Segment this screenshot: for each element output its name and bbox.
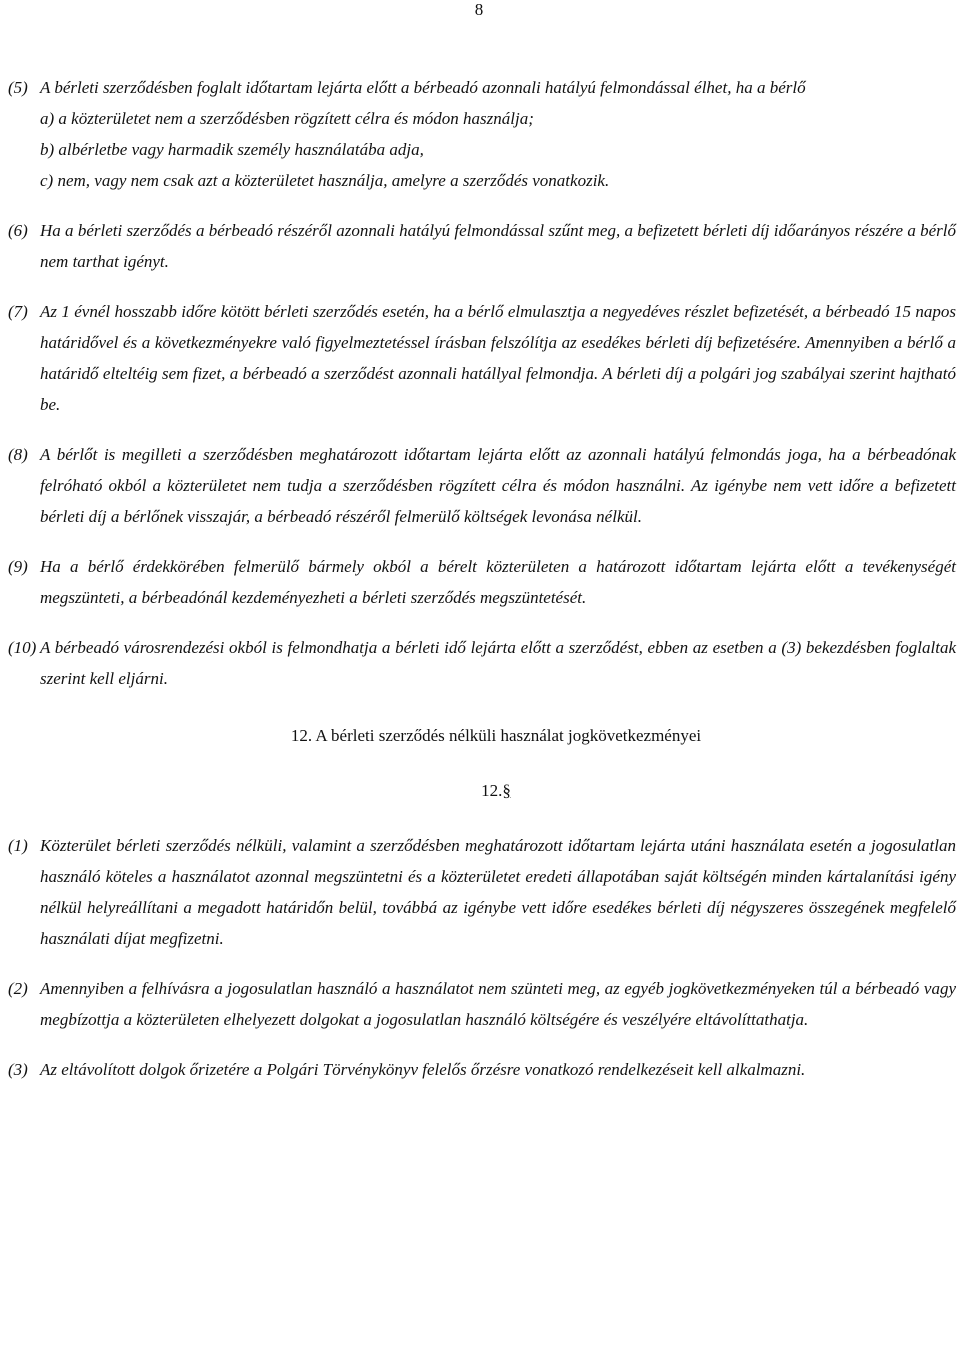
paragraph-number: (3): [8, 1060, 28, 1079]
paragraph-text: A bérleti szerződésben foglalt időtartam lejárta előtt a bérbeadó azonnali hatályú felmondással élhet, ha a bérlő: [40, 78, 806, 97]
section-symbol: §: [502, 781, 511, 800]
paragraph-8: [8, 439, 956, 532]
paragraph-number: (1): [8, 836, 28, 855]
chapter-heading: 12. A bérleti szerződés nélküli használat jogkövetkezményei: [290, 726, 702, 745]
list-item: c) nem, vagy nem csak azt a közterületet használja, amelyre a szerződés vonatkozik.: [40, 171, 610, 190]
list-item: b) albérletbe vagy harmadik személy használatába adja,: [40, 140, 424, 159]
paragraph-text: Az 1 évnél hosszabb időre kötött bérleti szerződés esetén, ha a bérlő elmulasztja a negyedéves részlet befizetését, a bérbeadó 15 napos határidővel és a következményekre való figyelmeztetéssel írásban felszólítja az esedékes bérleti díj befizetésére. Amennyiben a bérlő a határidő elteltéig sem fizet, a bérbeadó a szerződést azonnali hatállyal felmondja. A bérleti díj a polgári jog szabályai szerint hajtható be.: [40, 302, 956, 414]
paragraph-number: (7): [8, 302, 28, 321]
paragraph-number: (10): [8, 638, 37, 657]
paragraph-6: [8, 215, 956, 277]
paragraph-7: [8, 296, 956, 420]
paragraph-text: Közterület bérleti szerződés nélküli, valamint a szerződésben meghatározott időtartam lejárta utáni használata esetén a jogosulatlan használó köteles a használatot azonnal megszüntetni és a közterületet eredeti állapotában saját költségén minden kártalanítási igény nélkül helyreállítani a megadott határidőn belül, továbbá az igénybe vett időre esedékes bérleti díj négyszeres összegének megfelelő használati díjat megfizetni.: [40, 836, 956, 948]
list-item: a) a közterületet nem a szerződésben rögzített célra és módon használja;: [40, 109, 534, 128]
paragraph-text: Az eltávolított dolgok őrizetére a Polgári Törvénykönyv felelős őrzésre vonatkozó rendelkezéseit kell alkalmazni.: [40, 1060, 806, 1079]
paragraph-text: Ha a bérlő érdekkörében felmerülő bármely okból a bérelt közterületen a határozott időtartam lejárta előtt a tevékenységét megszünteti, a bérbeadónál kezdeményezheti a bérleti szerződés megszüntetését.: [40, 557, 956, 607]
paragraph-number: (5): [8, 78, 28, 97]
paragraph-10: [8, 632, 956, 694]
section-label: 12.: [481, 781, 503, 800]
paragraph-12-3: [8, 1054, 956, 1085]
paragraph-text: A bérbeadó városrendezési okból is felmondhatja a bérleti idő lejárta előtt a szerződést, ebben az esetben a (3) bekezdésben foglaltak szerint kell eljárni.: [40, 638, 956, 688]
page-number: 8: [474, 0, 484, 19]
paragraph-number: (9): [8, 557, 28, 576]
paragraph-text: A bérlőt is megilleti a szerződésben meghatározott időtartam lejárta előtt az azonnali hatályú felmondás joga, ha a bérbeadónak felróható okból a közterületet nem tudja a szerződésben rögzített célra és módon használni. Az igénybe nem vett időre a befizetett bérleti díj a bérlőnek visszajár, a bérbeadó részéről felmerülő költségek levonása nélkül.: [40, 445, 956, 526]
paragraph-12-1: [8, 830, 956, 954]
paragraph-9: [8, 551, 956, 613]
section-number: [8, 775, 956, 806]
paragraph-12-2: [8, 973, 956, 1035]
paragraph-text: Amennyiben a felhívásra a jogosulatlan használó a használatot nem szünteti meg, az egyéb jogkövetkezményeken túl a bérbeadó vagy megbízottja a közterületen elhelyezett dolgokat a jogosulatlan használó költségére és veszélyére eltávolíttathatja.: [40, 979, 956, 1029]
document-body: [8, 72, 956, 1085]
paragraph-5: [8, 72, 956, 196]
paragraph-number: (2): [8, 979, 28, 998]
paragraph-text: Ha a bérleti szerződés a bérbeadó részéről azonnali hatályú felmondással szűnt meg, a befizetett bérleti díj időarányos részére a bérlő nem tarthat igényt.: [40, 221, 956, 271]
paragraph-number: (8): [8, 445, 28, 464]
paragraph-number: (6): [8, 221, 28, 240]
